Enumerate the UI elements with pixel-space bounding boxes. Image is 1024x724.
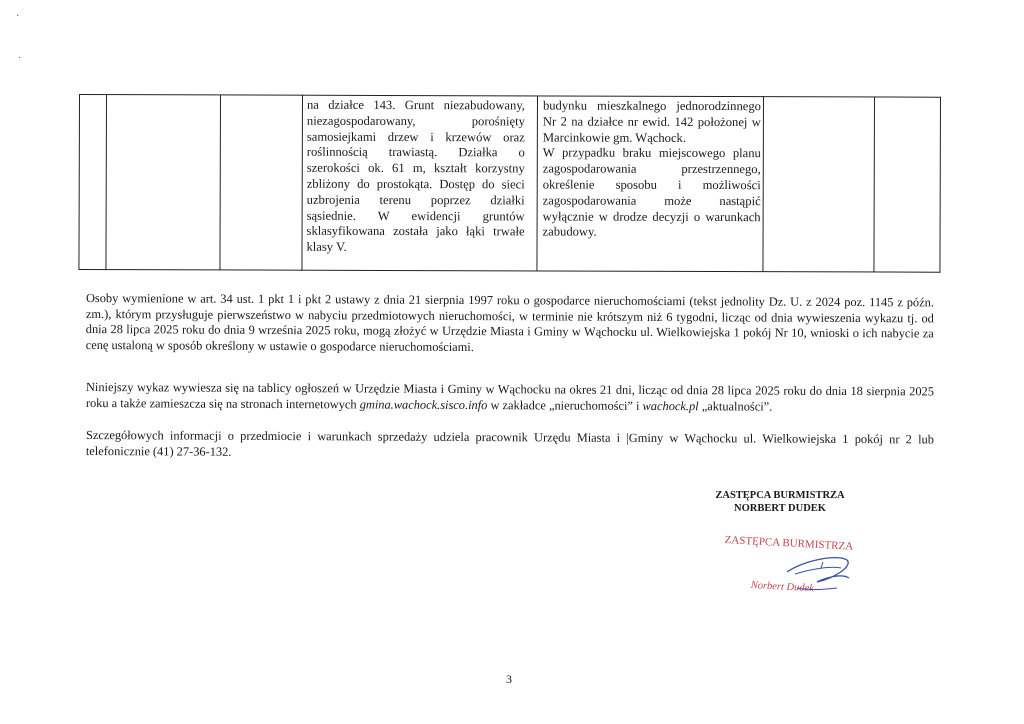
table-cell-description [306, 98, 524, 257]
signatory-name: NORBERT DUDEK [734, 503, 826, 514]
scan-mark: · [18, 53, 22, 64]
table-column-line [301, 95, 303, 271]
stamp-name: Norbert Dudek [750, 580, 815, 595]
table-top-border [79, 94, 941, 98]
publication-text: Niniejszy wykaz wywiesza się na tablicy ogłoszeń w Urzędzie Miasta i Gminy w Wąchocku na okres 21 dni, licząc od dnia 28 lipca 2025 roku do dnia 18 sierpnia 2025 roku a także zamieszcza się na stronach internetowych [85, 380, 934, 412]
publication-paragraph [86, 380, 934, 416]
table-column-line [762, 96, 764, 272]
page-number: 3 [506, 672, 512, 686]
table-column-line [219, 94, 221, 270]
table-column-line [536, 95, 538, 271]
table-column-line [78, 94, 80, 270]
website-link-wachock[interactable]: wachock.pl [642, 398, 699, 413]
property-table [78, 94, 941, 273]
signatory-title: ZASTĘPCA BURMISTRZA [715, 490, 845, 501]
handwritten-signature-icon [725, 534, 875, 614]
property-purpose: budynku mieszkalnego jednorodzinnego Nr 2 na działce nr ewid. 142 położonej w Marcinkowie gm. Wąchock. [542, 98, 761, 145]
zoning-note: W przypadku braku miejscowego planu zagospodarowania przestrzennego, określenie sposobu i możliwości zagospodarowania może nastąpić wyłącznie w drodze decyzji o warunkach zabudowy. [542, 145, 761, 240]
priority-paragraph: Osoby wymienione w art. 34 ust. 1 pkt 1 i pkt 2 ustawy z dnia 21 sierpnia 1997 roku o gospodarce nieruchomościami (tekst jednolity Dz. U. z 2024 poz. 1145 z późn. zm.), którym przysługuje pierwszeństwo w nabyciu przedmiotowych nieruchomości, w terminie nie krótszym niż 6 tygodni, licząc od dnia wywieszenia wykazu tj. od dnia 28 lipca 2025 roku do dnia 9 września 2025 roku, mogą złożyć w Urzędzie Miasta i Gminy w Wąchocku ul. Wielkowiejska 1 pokój Nr 10, wnioski o ich nabycie za cenę ustaloną w sposób określony w ustawie o gospodarce nieruchomościami. [85, 291, 934, 354]
contact-paragraph: Szczegółowych informacji o przedmiocie i warunkach sprzedaży udziela pracownik Urzędu Miasta i |Gminy w Wąchocku ul. Wielkowiejska 1 pokój nr 2 lub telefonicznie (41) 27-36-132. [85, 428, 934, 459]
table-column-line [873, 96, 875, 272]
scan-mark: · [16, 11, 20, 22]
table-column-line [105, 94, 107, 270]
table-cell-purpose [543, 98, 761, 241]
property-description: na działce 143. Grunt niezabudowany, niezagospodarowany, porośnięty samosiejkami drzew i krzewów oraz roślinnością trawiastą. Działka o szerokości ok. 61 m, kształt korzystny zbliżony do prostokąta. Dostęp do sieci uzbrojenia terenu poprzez działki sąsiednie. W ewidencji gruntów sklasyfikowana została jako łąki trwałe klasy V. [306, 97, 525, 255]
publication-text: „aktualności”. [698, 398, 773, 414]
stamp-title: ZASTĘPCA BURMISTRZA [724, 534, 854, 553]
signature-stamp [725, 534, 875, 614]
publication-text: w zakładce „nieruchomości” i [487, 397, 643, 413]
table-column-line [939, 97, 941, 273]
table-bottom-border [78, 269, 940, 273]
website-link-gmina[interactable]: gmina.wachock.sisco.info [359, 397, 488, 412]
